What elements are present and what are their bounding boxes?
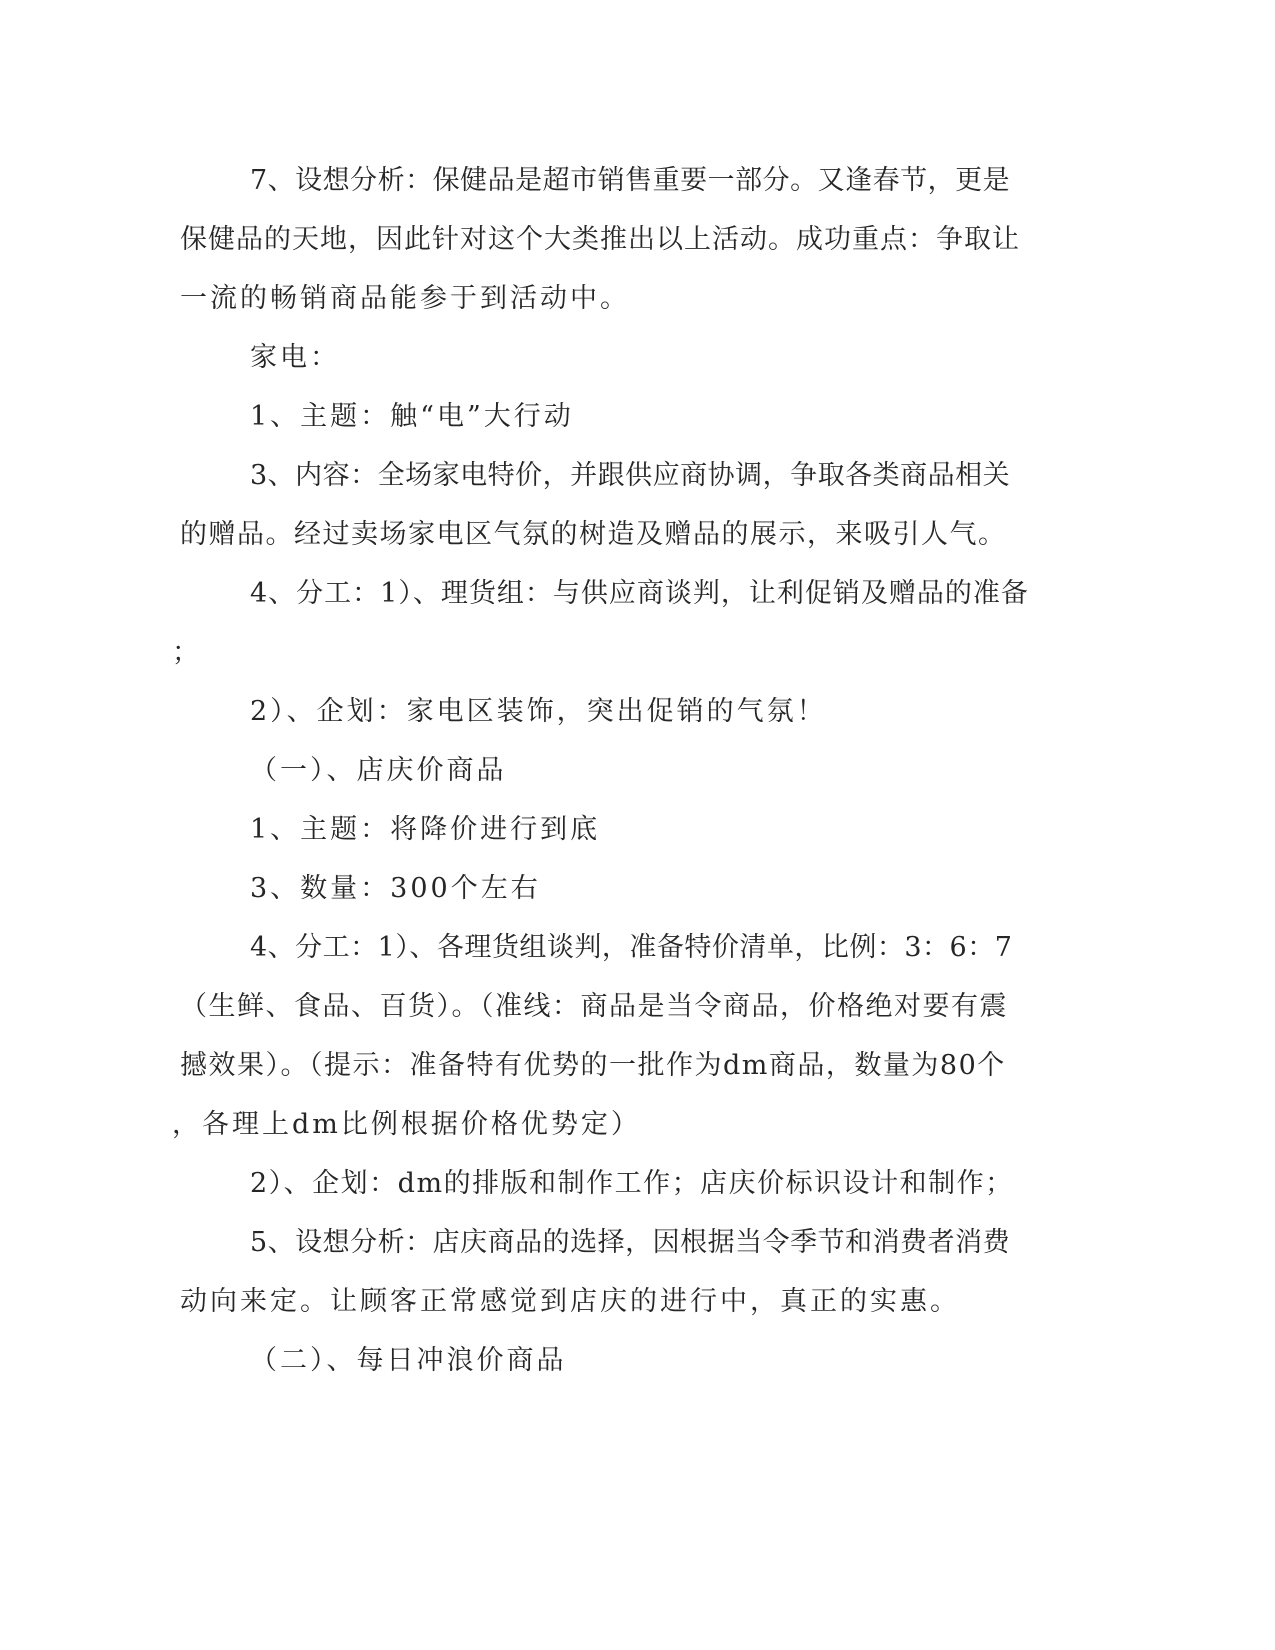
paragraph-line: 3、数量：300个左右 <box>250 873 541 904</box>
paragraph-line: 4、分工：1）、各理货组谈判，准备特价清单，比例：3：6：7 <box>250 932 1013 963</box>
paragraph-line: 2）、企划：家电区装饰，突出促销的气氛！ <box>250 696 827 727</box>
paragraph-line: 动向来定。让顾客正常感觉到店庆的进行中，真正的实惠。 <box>180 1286 960 1317</box>
paragraph-line: 7、设想分析：保健品是超市销售重要一部分。又逢春节，更是 <box>250 165 1011 196</box>
section-heading: 家电： <box>250 342 340 373</box>
section-heading: （二）、每日冲浪价商品 <box>250 1345 567 1376</box>
paragraph-line: （生鲜、食品、百货）。（准线：商品是当令商品，价格绝对要有震 <box>180 991 1008 1022</box>
paragraph-line: 1、主题：将降价进行到底 <box>250 814 601 845</box>
paragraph-line: 保健品的天地，因此针对这个大类推出以上活动。成功重点：争取让 <box>180 224 1020 255</box>
paragraph-line: ，各理上dm比例根据价格优势定） <box>172 1109 641 1140</box>
paragraph-line: ； <box>172 637 202 668</box>
paragraph-line: 2）、企划：dm的排版和制作工作；店庆价标识设计和制作； <box>250 1168 1014 1199</box>
paragraph-line: 5、设想分析：店庆商品的选择，因根据当令季节和消费者消费 <box>250 1227 1011 1258</box>
paragraph-line: 4、分工：1）、理货组：与供应商谈判，让利促销及赠品的准备 <box>250 578 1029 609</box>
paragraph-line: 的赠品。经过卖场家电区气氛的树造及赠品的展示，来吸引人气。 <box>180 519 1007 550</box>
paragraph-line: 3、内容：全场家电特价，并跟供应商协调，争取各类商品相关 <box>250 460 1011 491</box>
paragraph-line: 1、主题：触“电”大行动 <box>250 401 574 432</box>
section-heading: （一）、店庆价商品 <box>250 755 507 786</box>
paragraph-line: 一流的畅销商品能参于到活动中。 <box>180 283 630 314</box>
paragraph-line: 撼效果）。（提示：准备特有优势的一批作为dm商品，数量为80个 <box>180 1050 1006 1081</box>
